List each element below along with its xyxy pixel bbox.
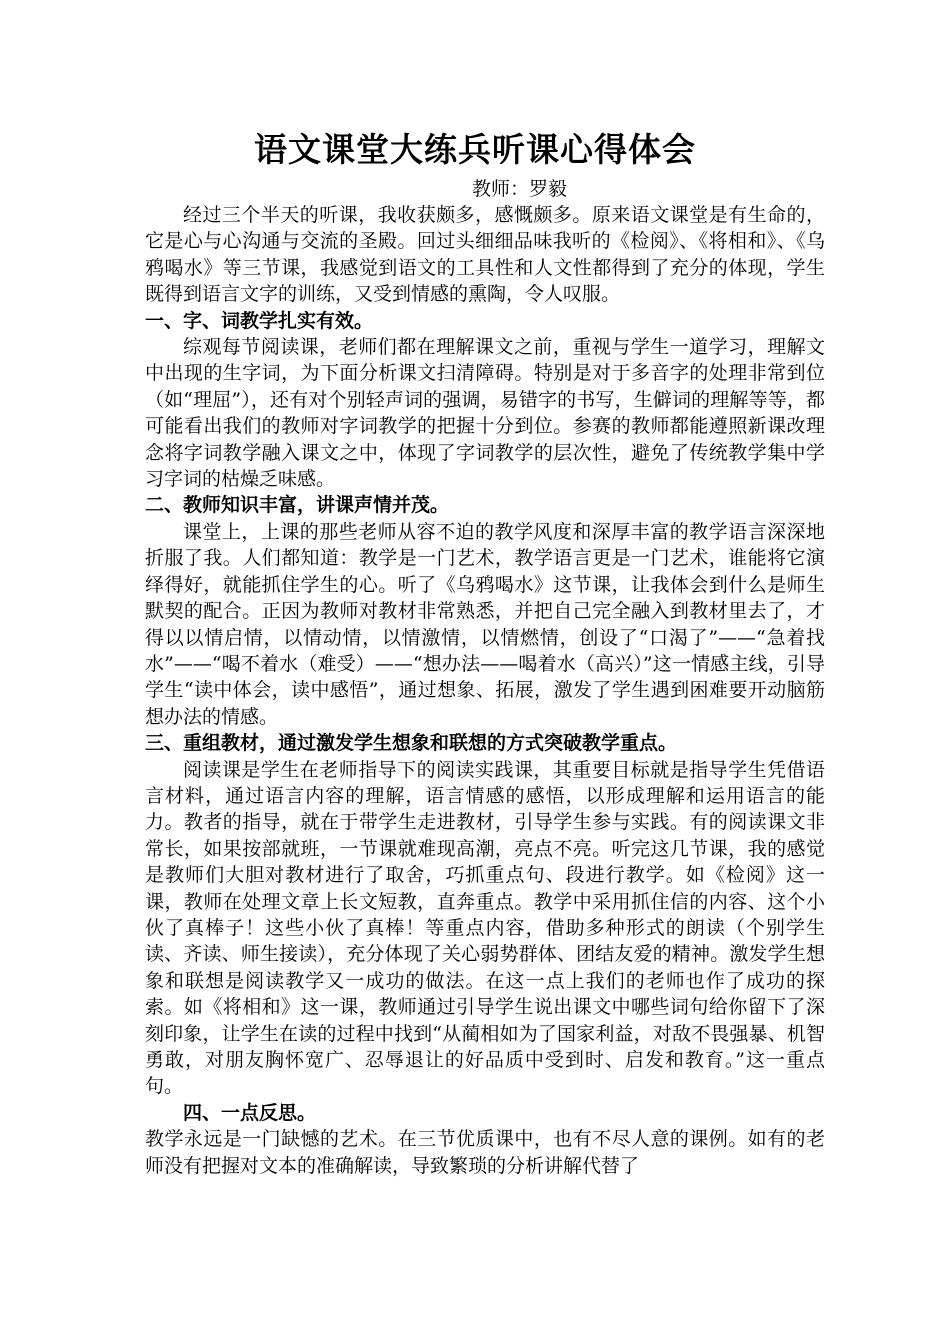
section-paragraph-4: 教学永远是一门缺憾的艺术。在三节优质课中，也有不尽人意的课例。如有的老师没有把握对文本的准确解读，导致繁琐的分析讲解代替了 [145,1128,825,1177]
intro-paragraph: 经过三个半天的听课，我收获颇多，感慨颇多。原来语文课堂是有生命的，它是心与心沟通与交流的圣殿。回过头细细品味我听的《检阅》、《将相和》、《乌鸦喝水》等三节课，我感觉到语文的工具性和人文性都得到了充分的体现，学生既得到语言文字的训练，又受到情感的熏陶，令人叹服。 [145,204,825,306]
section-heading-3: 三、重组教材，通过激发学生想象和联想的方式突破教学重点。 [145,732,678,755]
section-heading-4: 四、一点反思。 [183,1101,317,1124]
section-heading-1: 一、字、词教学扎实有效。 [145,309,374,332]
document-body [145,202,825,1179]
document-title: 语文课堂大练兵听课心得体会 [254,130,696,169]
section-paragraph-2: 课堂上，上课的那些老师从容不迫的教学风度和深厚丰富的教学语言深深地折服了我。人们都知道：教学是一门艺术，教学语言更是一门艺术，谁能将它演绎得好，就能抓住学生的心。听了《乌鸦喝水》这节课，让我体会到什么是师生默契的配合。正因为教师对教材非常熟悉，并把自己完全融入到教材里去了，才得以以情启情，以情动情，以情激情，以情燃情，创设了“口渴了”——“急着找水”——“喝不着水（难受）——“想办法——喝着水（高兴）”这一情感主线，引导学生“读中体会，读中感悟”，通过想象、拓展，激发了学生遇到困难要开动脑筋想办法的情感。 [145,520,825,728]
section-heading-2: 二、教师知识丰富，讲课声情并茂。 [145,494,450,517]
section-paragraph-3: 阅读课是学生在老师指导下的阅读实践课，其重要目标就是指导学生凭借语言材料，通过语言内容的理解，语言情感的感悟，以形成理解和运用语言的能力。教者的指导，就在于带学生走进教材，引导学生参与实践。有的阅读课文非常长，如果按部就班，一节课就难现高潮，亮点不亮。听完这几节课，我的感觉是教师们大胆对教材进行了取舍，巧抓重点句、段进行教学。如《检阅》这一课，教师在处理文章上长文短教，直奔重点。教学中采用抓住信的内容、这个小伙了真棒子！这些小伙了真棒！等重点内容，借助多种形式的朗读（个别学生读、齐读、师生接读），充分体现了关心弱势群体、团结友爱的精神。激发学生想象和联想是阅读教学又一成功的做法。在这一点上我们的老师也作了成功的探索。如《将相和》这一课，教师通过引导学生说出课文中哪些词句给你留下了深刻印象，让学生在读的过程中找到“从蔺相如为了国家利益，对敌不畏强暴、机智勇敢，对朋友胸怀宽广、忍辱退让的好品质中受到时、启发和教育。”这一重点句。 [145,758,825,1098]
author-line: 教师：罗毅 [472,178,568,200]
section-paragraph-1: 综观每节阅读课，老师们都在理解课文之前，重视与学生一道学习，理解文中出现的生字词，为下面分析课文扫清障碍。特别是对于多音字的处理非常到位（如“理屈”），还有对个别轻声词的强调，易错字的书写，生僻词的理解等等，都可能看出我们的教师对字词教学的把握十分到位。参赛的教师都能遵照新课改理念将字词教学融入课文之中，体现了字词教学的层次性，避免了传统教学集中学习字词的枯燥乏味感。 [145,336,825,491]
